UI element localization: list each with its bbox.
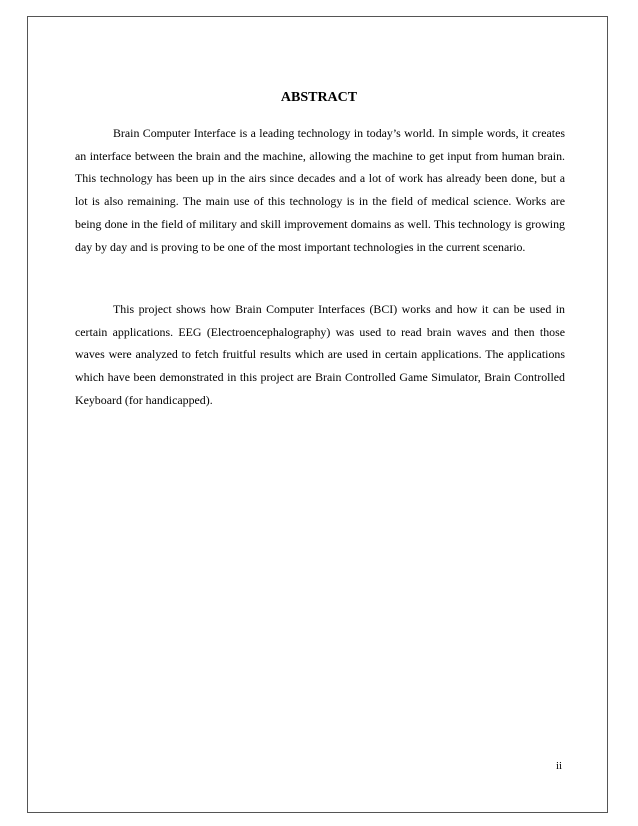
page-title: ABSTRACT bbox=[280, 90, 358, 105]
abstract-paragraph-2: This project shows how Brain Computer Interfaces (BCI) works and how it can be used in certain applications. EEG (Electroencephalography) was used to read brain waves and then those waves were analyzed to fetch fruitful results which are used in certain applications. The applications which have been demonstrated in this project are Brain Controlled Game Simulator, Brain Controlled Keyboard (for handicapped). bbox=[75, 302, 565, 407]
page-number: ii bbox=[556, 760, 563, 772]
abstract-paragraph-1: Brain Computer Interface is a leading technology in today’s world. In simple words, it creates an interface between the brain and the machine, allowing the machine to get input from human brain. This technology has been up in the airs since decades and a lot of work has already been done, but a lot is also remaining. The main use of this technology is in the field of medical science. Works are being done in the field of military and skill improvement domains as well. This technology is growing day by day and is proving to be one of the most important technologies in the current scenario. bbox=[75, 126, 565, 254]
